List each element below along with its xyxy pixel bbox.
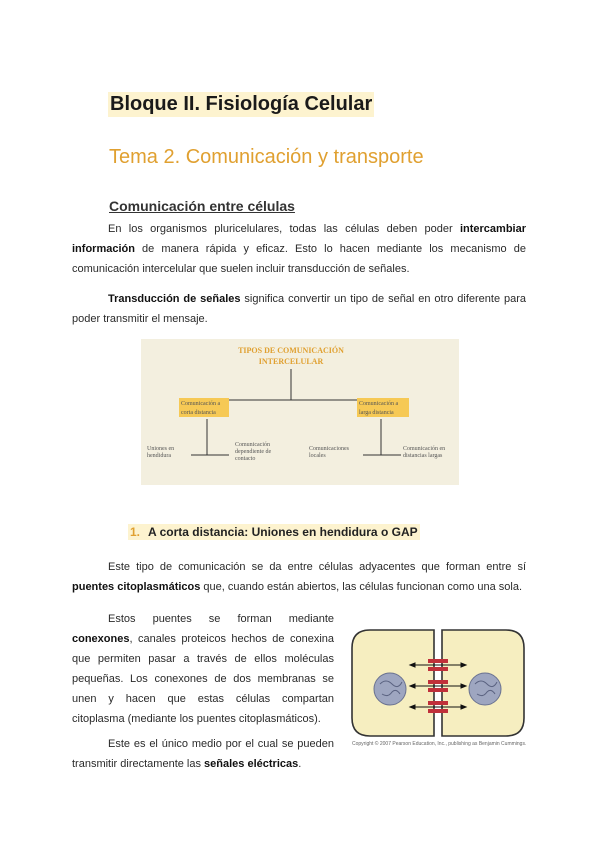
subsection-number: 1. bbox=[130, 525, 141, 539]
short-distance-label-2: corta distancia bbox=[181, 410, 216, 416]
leaf-long-1: Comunicación en bbox=[403, 446, 446, 452]
paragraph-gap-junctions: Este tipo de comunicación se da entre células adyacentes que forman entre sí puentes citoplasmáticos que, cuando están abiertos, las células funcionan como una sola. bbox=[72, 561, 526, 593]
diagram-title-line2: INTERCELULAR bbox=[258, 357, 324, 366]
diagram-title-line1: TIPOS DE COMUNICACIÓN bbox=[238, 346, 344, 355]
tema-title: Tema 2. Comunicación y transporte bbox=[109, 146, 424, 168]
leaf-contact-2: dependiente de bbox=[235, 449, 272, 455]
long-distance-label-1: Comunicación a bbox=[359, 401, 399, 407]
long-distance-label-2: larga distancia bbox=[359, 410, 394, 416]
leaf-local-2: locales bbox=[309, 453, 326, 459]
gap-junction-figure bbox=[348, 626, 528, 740]
paragraph-connexons: Estos puentes se forman mediante conexones, canales proteicos hechos de conexina que permiten pasar a través de ellos moléculas pequeñas. Los conexones de dos membranas se unen y hacen que estas células compartan citoplasma (mediante los puentes citoplasmáticos). bbox=[72, 613, 334, 725]
leaf-contact-3: contacto bbox=[235, 456, 256, 462]
paragraph-intro: En los organismos pluricelulares, todas las células deben poder intercambiar información de manera rápida y eficaz. Esto lo hacen mediante los mecanismo de comunicación intercelular que suelen incluir transducción de señales. bbox=[72, 223, 526, 275]
subsection-heading: 1. A corta distancia: Uniones en hendidura o GAP bbox=[130, 525, 418, 539]
left-nucleus bbox=[374, 673, 406, 705]
right-nucleus bbox=[469, 673, 501, 705]
paragraph-electrical-signals: Este es el único medio por el cual se pueden transmitir directamente las señales eléctricas. bbox=[72, 738, 334, 770]
leaf-gap-junction-2: hendidura bbox=[147, 453, 171, 459]
leaf-contact-1: Comunicación bbox=[235, 442, 270, 448]
leaf-long-2: distancias largas bbox=[403, 453, 443, 459]
paragraph-transduction: Transducción de señales significa convertir un tipo de señal en otro diferente para poder transmitir el mensaje. bbox=[72, 293, 526, 325]
leaf-local-1: Comunicaciones bbox=[309, 446, 349, 452]
section-heading: Comunicación entre células bbox=[109, 198, 295, 214]
short-distance-label-1: Comunicación a bbox=[181, 401, 221, 407]
communication-types-diagram bbox=[141, 339, 459, 485]
figure-caption: Copyright © 2007 Pearson Education, Inc., publishing as Benjamin Cummings. bbox=[352, 741, 527, 747]
block-title: Bloque II. Fisiología Celular bbox=[110, 93, 373, 115]
leaf-gap-junction-1: Uniones en bbox=[147, 446, 175, 452]
